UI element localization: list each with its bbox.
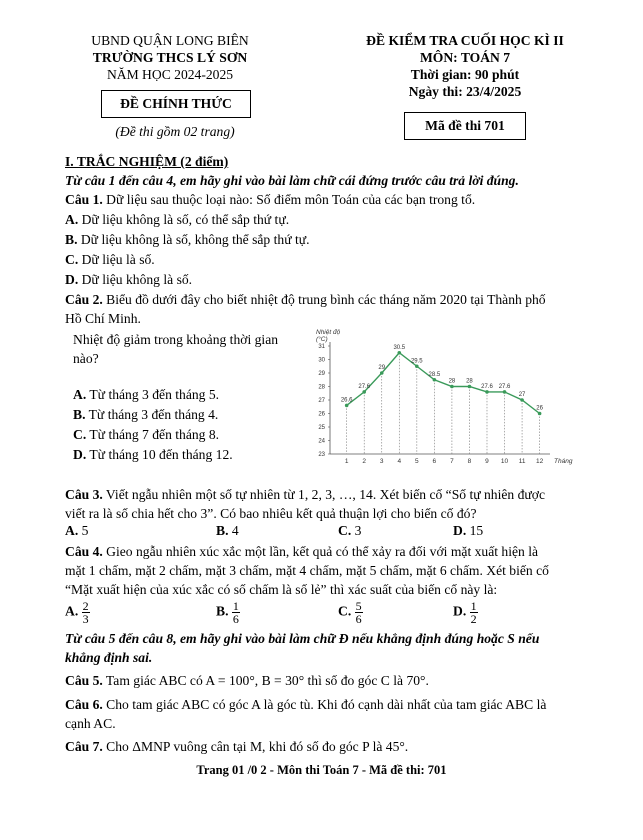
- chart-y-tick-label: 28: [318, 384, 325, 391]
- chart-y-tick-label: 26: [318, 411, 325, 418]
- chart-x-tick-label: 1: [344, 458, 349, 465]
- chart-y-tick-label: 25: [318, 425, 325, 431]
- chart-point: [345, 404, 349, 408]
- chart-y-tick-label: 30: [318, 357, 325, 364]
- q3-option-b: B. 4: [216, 523, 239, 538]
- chart-x-tick-label: 3: [379, 458, 384, 465]
- school-header: [70, 32, 270, 83]
- section-title: I. TRẮC NGHIỆM (2 điểm): [65, 154, 229, 169]
- q3-option-a: A. 5: [65, 523, 89, 538]
- chart-x-tick-label: 10: [500, 458, 509, 465]
- question-7: Câu 7. Cho ΔMNP vuông cân tại M, khi đó số đo góc P là 45°.: [65, 739, 409, 754]
- chart-y-tick-label: 27: [318, 398, 325, 404]
- chart-x-tick-label: 11: [518, 458, 526, 465]
- district-name: UBND QUẬN LONG BIÊN: [91, 33, 249, 48]
- chart-point: [538, 412, 542, 416]
- section-instruction-2: Từ câu 5 đến câu 8, em hãy ghi vào bài làm chữ Đ nếu khẳng định đúng hoặc S nếu: [65, 631, 540, 646]
- chart-data-label: 26.6: [340, 397, 353, 404]
- q4-option-d: D. $\frac{1}{2}$: [453, 599, 477, 626]
- q1-option-d: D. Dữ liệu không là số.: [65, 272, 193, 287]
- exam-date: Ngày thi: 23/4/2025: [408, 84, 522, 99]
- chart-data-label: 27.6: [498, 383, 511, 390]
- chart-value-labels: [341, 345, 544, 412]
- chart-point: [503, 390, 507, 394]
- chart-x-tick-label: 4: [397, 458, 402, 465]
- chart-grid: [347, 353, 540, 454]
- question-4: Câu 4. Gieo ngẫu nhiên xúc xắc một lần, kết quả có thể xảy ra đối với mặt xuất hiện là: [65, 544, 539, 559]
- exam-header: [340, 32, 590, 100]
- chart-point: [415, 364, 419, 368]
- exam-duration: Thời gian: 90 phút: [410, 67, 520, 82]
- chart-x-tick-label: 5: [415, 458, 419, 465]
- q1-option-b: B. Dữ liệu không là số, không thể sắp thứ tự.: [65, 232, 310, 247]
- question-2: Câu 2. Biểu đồ dưới đây cho biết nhiệt độ trung bình các tháng năm 2020 tại Thành phố: [65, 292, 546, 307]
- chart-x-tick-label: 6: [432, 458, 437, 465]
- q3-option-c: C. 3: [338, 523, 362, 538]
- official-exam-box: [101, 90, 251, 118]
- q4-option-a: A. $\frac{2}{3}$: [65, 599, 89, 626]
- chart-point: [433, 378, 437, 382]
- q2-subquestion: Nhiệt độ giảm trong khoảng thời gian nào?: [73, 332, 279, 366]
- question-3: Câu 3. Viết ngẫu nhiên một số tự nhiên từ 1, 2, 3, …, 14. Xét biến cố “Số tự nhiên được: [65, 487, 545, 502]
- question-6-cont: cạnh AC.: [65, 716, 116, 731]
- chart-data-label: 30.5: [393, 344, 406, 351]
- chart-series-line: [347, 353, 540, 414]
- chart-data-label: 28: [466, 378, 473, 385]
- page-footer: Trang 01 /0 2 - Môn thi Toán 7 - Mã đề thi: 701: [196, 763, 447, 777]
- question-4-cont1: mặt 1 chấm, mặt 2 chấm, mặt 3 chấm, mặt 4 chấm, mặt 5 chấm, mặt 6 chấm. Xét biến cố: [65, 563, 549, 578]
- q2-option-b: B. Từ tháng 3 đến tháng 4.: [73, 407, 219, 422]
- chart-data-label: 27: [518, 392, 526, 398]
- exam-code-box: [404, 112, 526, 140]
- chart-data-label: 26: [536, 405, 543, 412]
- chart-data-label: 29: [378, 365, 386, 371]
- question-5: Câu 5. Tam giác ABC có A = 100°, B = 30° thì số đo góc C là 70°.: [65, 673, 429, 688]
- chart-y-tick-label: 31: [318, 344, 325, 350]
- q3-option-d: D. 15: [453, 523, 484, 538]
- chart-y-tick-label: 29: [318, 371, 325, 377]
- question-1: Câu 1. Dữ liệu sau thuộc loại nào: Số điểm môn Toán của các bạn trong tổ.: [65, 192, 476, 207]
- chart-data-label: 27.6: [358, 383, 371, 390]
- chart-x-tick-label: 8: [467, 458, 472, 465]
- chart-ylabel: Nhiệt độ (°C): [316, 329, 341, 343]
- chart-point: [485, 390, 489, 394]
- chart-point: [520, 398, 524, 402]
- official-label: ĐỀ CHÍNH THỨC: [120, 96, 232, 111]
- temperature-chart: [308, 326, 578, 474]
- chart-point: [362, 390, 366, 394]
- question-3-cont: viết ra là số chia hết cho 3”. Có bao nhiêu kết quả thuận lợi cho biến cố đó?: [65, 506, 477, 521]
- q4-option-b: B. $\frac{1}{6}$: [216, 599, 239, 626]
- chart-point: [380, 371, 384, 375]
- chart-y-tick-label: 24: [318, 438, 325, 445]
- section-instruction-2-cont: khẳng định sai.: [65, 650, 153, 665]
- chart-data-label: 29.5: [410, 358, 423, 365]
- question-4-cont2: “Mặt xuất hiện của xúc xắc có số chấm là số lẻ” thì xác suất của biến cố này là:: [65, 582, 498, 597]
- chart-data-label: 28.5: [428, 371, 441, 378]
- chart-point: [397, 351, 401, 355]
- chart-x-tick-label: 9: [485, 458, 489, 465]
- section-instruction: Từ câu 1 đến câu 4, em hãy ghi vào bài làm chữ cái đứng trước câu trả lời đúng.: [65, 173, 519, 188]
- school-year: NĂM HỌC 2024-2025: [106, 67, 234, 82]
- chart-point: [450, 385, 454, 389]
- q1-option-c: C. Dữ liệu là số.: [65, 252, 155, 267]
- exam-title: ĐỀ KIỂM TRA CUỐI HỌC KÌ II: [366, 33, 564, 48]
- chart-data-label: 28: [448, 378, 456, 385]
- chart-x-ticks: [345, 458, 544, 465]
- chart-y-ticks: [318, 344, 330, 458]
- chart-point: [468, 385, 472, 389]
- q2-option-d: D. Từ tháng 10 đến tháng 12.: [73, 447, 233, 462]
- q4-option-c: C. $\frac{5}{6}$: [338, 599, 362, 626]
- pages-note: (Đề thi gồm 02 trang): [115, 124, 235, 139]
- school-name: TRƯỜNG THCS LÝ SƠN: [92, 50, 248, 65]
- exam-code: Mã đề thi 701: [425, 118, 505, 133]
- chart-x-tick-label: 7: [450, 458, 454, 465]
- chart-xlabel: Tháng: [554, 458, 573, 465]
- chart-x-tick-label: 12: [535, 458, 544, 465]
- chart-y-tick-label: 23: [318, 452, 325, 458]
- chart-x-tick-label: 2: [362, 458, 367, 465]
- question-6: Câu 6. Cho tam giác ABC có góc A là góc tù. Khi đó cạnh dài nhất của tam giác ABC là: [65, 697, 547, 712]
- q1-option-a: A. Dữ liệu không là số, có thể sắp thứ tự.: [65, 212, 290, 227]
- exam-subject: MÔN: TOÁN 7: [419, 50, 511, 65]
- q2-option-c: C. Từ tháng 7 đến tháng 8.: [73, 427, 220, 442]
- q2-option-a: A. Từ tháng 3 đến tháng 5.: [73, 387, 220, 402]
- chart-data-label: 27.6: [481, 383, 493, 390]
- q2-options: [73, 385, 233, 465]
- question-2-cont: Hồ Chí Minh.: [65, 311, 141, 326]
